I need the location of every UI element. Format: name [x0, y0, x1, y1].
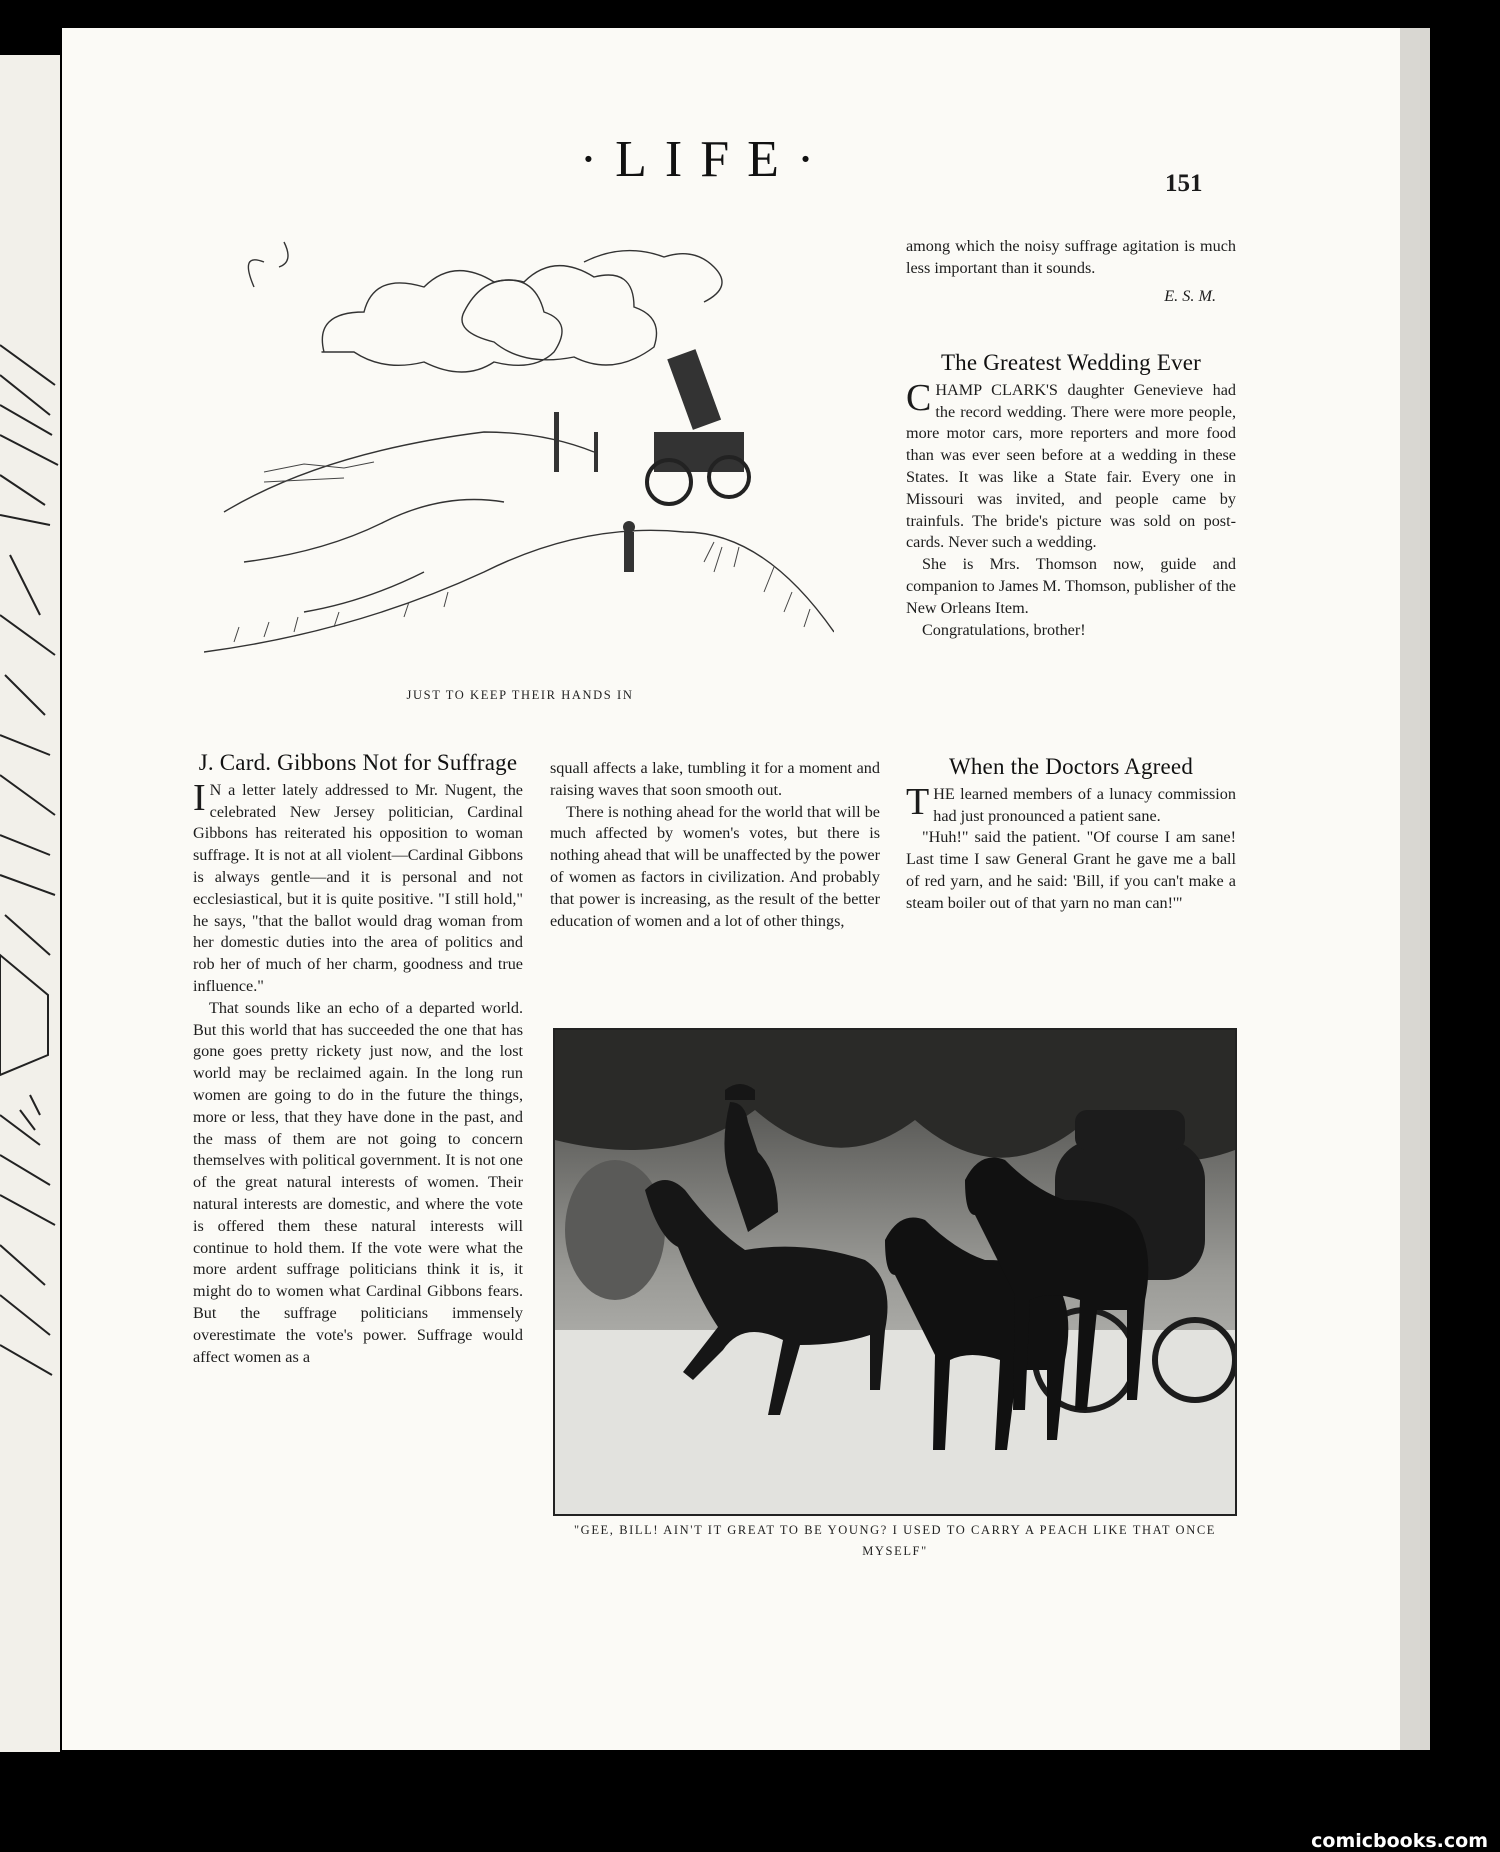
gibbons-paragraph-4: There is nothing ahead for the world that will be much affected by women's votes, but there is nothing ahead that will be unaffected by the power of women as factors in civilization. And probably that power is increasing, as the result of the better education of women and a lot of other things,	[550, 802, 880, 930]
doctors-article-title: When the Doctors Agreed	[948, 754, 1194, 779]
wedding-paragraph-1: CHAMP CLARK'S daughter Genevieve had the record wedding. There were more people, more motor cars, more reporters and more food than was ever seen before at a wedding in these States. It was like a State fair. Every one in Missouri was invited, and people came by trainfuls. The bride's picture was sold on post-cards. Never such a wedding.	[906, 376, 1236, 552]
watermark: comicbooks.com	[1311, 1830, 1488, 1852]
gibbons-paragraph-3: squall affects a lake, tumbling it for a moment and raising waves that soon smooth out.	[550, 759, 880, 799]
wedding-article-title: The Greatest Wedding Ever	[940, 350, 1202, 375]
page-gutter-edge	[1400, 28, 1430, 1750]
gibbons-article	[193, 752, 523, 1368]
signature: E. S. M.	[1164, 286, 1216, 305]
top-illustration-caption: JUST TO KEEP THEIR HANDS IN	[406, 688, 634, 702]
facing-page-edge	[0, 55, 60, 1775]
gibbons-article-title: J. Card. Gibbons Not for Suffrage	[198, 750, 518, 775]
gibbons-article-continued	[550, 758, 880, 932]
page-number: 151	[1165, 170, 1203, 197]
top-illustration	[204, 232, 834, 668]
doctors-article	[906, 756, 1236, 915]
gibbons-paragraph-2: That sounds like an echo of a departed world. But this world that has succeeded the one that has gone goes pretty rickety just now, and the lost world may be reclaimed again. In the long run women are going to do in the future the things, more or less, that they have done in the past, and the mass of them are not going to concern themselves with political government. It is not one of the great natural interests of women. Their natural interests are domestic, and where the vote is offered them these natural interests will continue to hold them. If the vote were what the more ardent suffrage politicians think it is, it might do to women what Cardinal Gibbons fears. But the suffrage politicians immensely overestimate the vote's power. Suffrage would affect women as a	[193, 998, 523, 1366]
doctors-paragraph-2: "Huh!" said the patient. "Of course I am sane! Last time I saw General Grant he gave me a ball of red yarn, and he said: 'Bill, if you can't make a steam boiler out of that yarn no man can!'"	[906, 828, 1236, 912]
wedding-article	[906, 352, 1236, 641]
bottom-illustration	[553, 1028, 1237, 1516]
doctors-paragraph-1: THE learned members of a lunacy commission had just pronounced a patient sane.	[906, 780, 1236, 825]
continuation-text: among which the noisy suffrage agitation is much less important than it sounds.	[906, 237, 1236, 277]
wedding-paragraph-3: Congratulations, brother!	[922, 620, 1086, 639]
wedding-paragraph-2: She is Mrs. Thomson now, guide and companion to James M. Thomson, publisher of the New Orleans Item.	[906, 555, 1236, 617]
masthead: ·LIFE·	[579, 131, 833, 188]
bottom-illustration-caption: "GEE, BILL! AIN'T IT GREAT TO BE YOUNG? I USED TO CARRY A PEACH LIKE THAT ONCE MYSELF"	[573, 1523, 1216, 1558]
gibbons-paragraph-1: IN a letter lately addressed to Mr. Nugent, the celebrated New Jersey politician, Cardinal Gibbons has reiterated his opposition to woman suffrage. It is not at all violent—Cardinal Gibbons is always gentle—and it is personal and not ecclesiastical, but it is quite positive. "I still hold," he says, "that the ballot would drag woman from her domestic duties into the area of politics and rob her of much of her charm, goodness and true influence."	[193, 776, 523, 995]
continuation-column	[906, 236, 1236, 307]
